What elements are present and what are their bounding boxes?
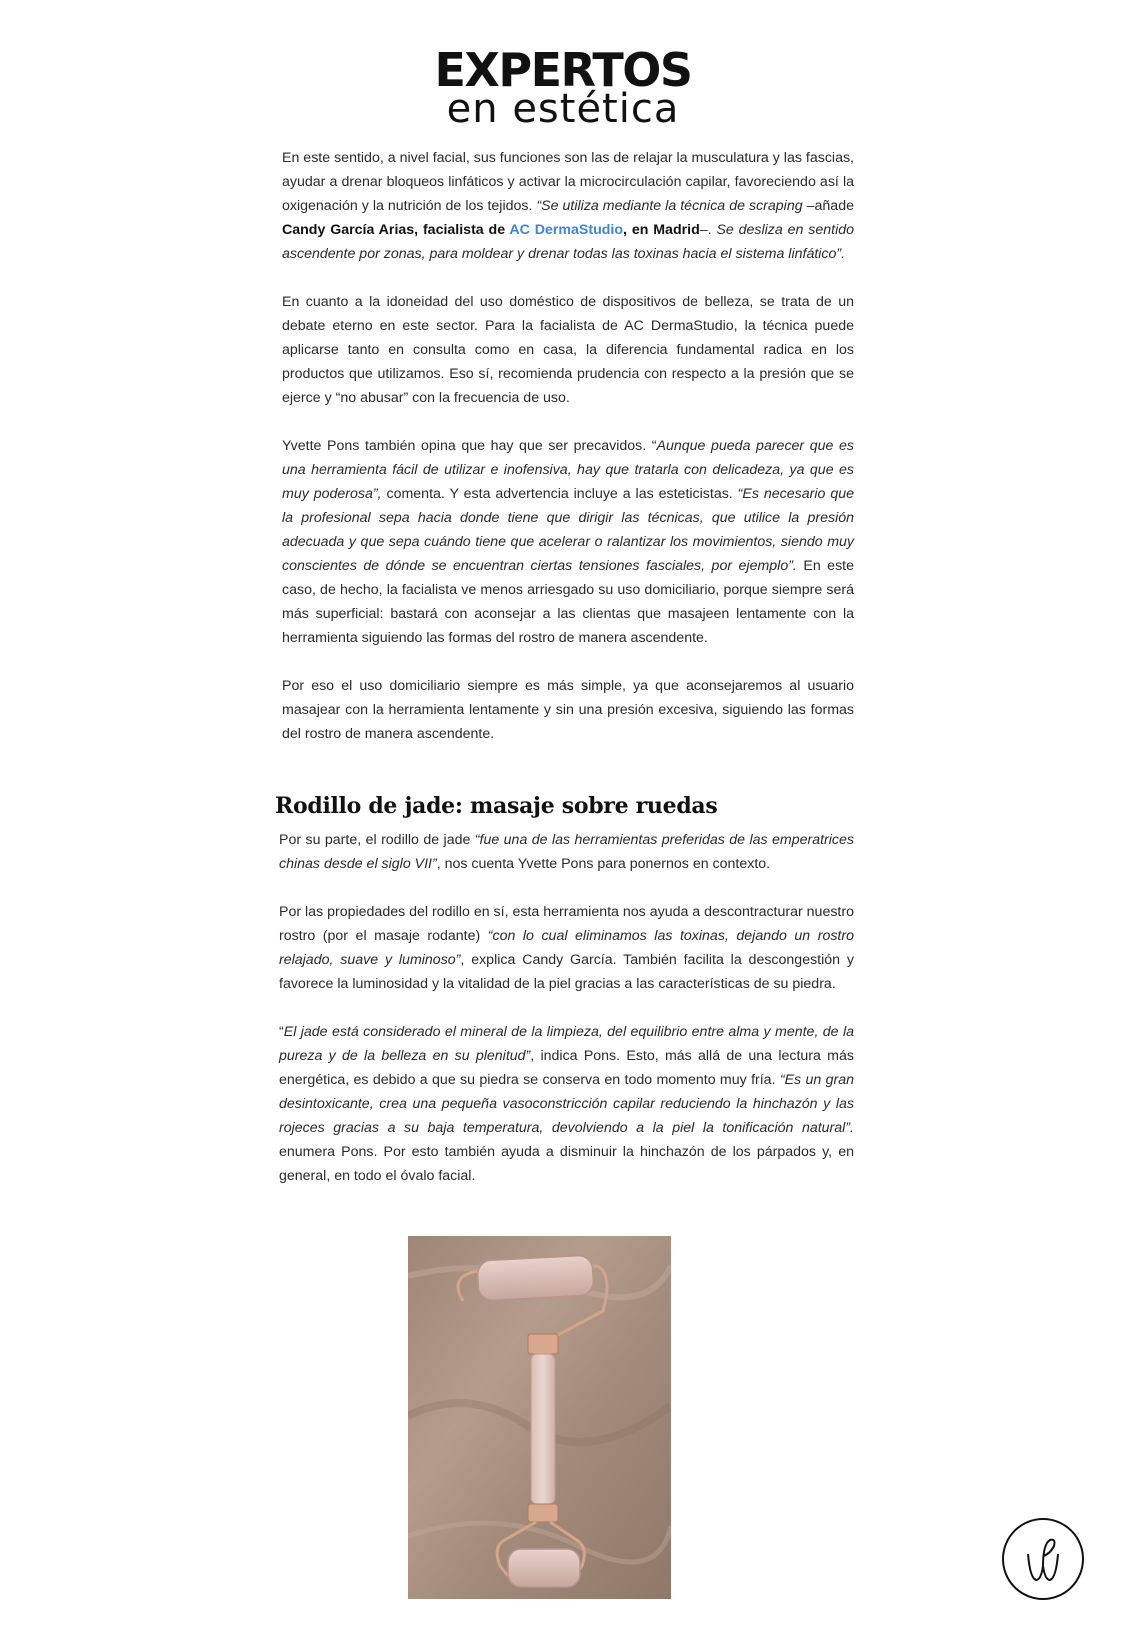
logo-subtitle: en estética: [446, 86, 680, 132]
paragraph-text: Yvette Pons también opina que hay que ser precavidos. “: [282, 438, 657, 454]
paragraph-7: [279, 1020, 854, 1188]
paragraph-text: , explica Candy García. También facilita la descongestión y favorece la luminosidad y la vitalidad de la piel gracias a las características de su piedra.: [279, 952, 854, 992]
paragraph-text: –.: [699, 222, 717, 238]
magazine-logo: [0, 43, 1126, 132]
quote: “con lo cual eliminamos las toxinas, dejando un rostro relajado, suave y luminoso”: [279, 928, 854, 968]
author-credit: Candy García Arias, facialista de: [282, 222, 510, 238]
quote: “Se utiliza mediante la técnica de scraping: [536, 198, 803, 214]
quote: “Es necesario que la profesional sepa hacia donde tiene que dirigir las técnicas, que utilice la presión adecuada y que sepa cuándo tiene que acelerar o ralantizar los movimientos, siendo muy conscientes de dónde se encuentran ciertas tensiones fasciales, por ejemplo”.: [282, 486, 854, 574]
paragraph-text: Por su parte, el rodillo de jade: [279, 832, 475, 848]
paragraph-text: Por las propiedades del rodillo en sí, esta herramienta nos ayuda a descontracturar nuestro rostro (por el masaje rodante): [279, 904, 854, 944]
paragraph-text: , nos cuenta Yvette Pons para ponernos en contexto.: [436, 856, 771, 872]
w-monogram-icon: [1002, 1518, 1084, 1600]
quote: Aunque pueda parecer que es una herramienta fácil de utilizar e inofensiva, hay que tratarla con delicadeza, ya que es muy poderosa”,: [282, 438, 854, 502]
paragraph-4: Por eso el uso domiciliario siempre es más simple, ya que aconsejaremos al usuario masajear con la herramienta lentamente y sin una presión excesiva, siguiendo las formas del rostro de manera ascendente.: [282, 678, 854, 742]
jade-roller-photo: [408, 1236, 671, 1599]
paragraph-text: En este sentido, a nivel facial, sus funciones son las de relajar la musculatura y las fascias, ayudar a drenar bloqueos linfáticos y activar la microcirculación capilar, favoreciendo así la oxigenación y la nutrición de los tejidos.: [282, 150, 854, 214]
paragraph-2: En cuanto a la idoneidad del uso doméstico de dispositivos de belleza, se trata de un debate eterno en este sector. Para la facialista de AC DermaStudio, la técnica puede aplicarse tanto en consulta como en casa, la diferencia fundamental radica en los productos que utilizamos. Eso sí, recomienda prudencia con respecto a la presión que se ejerce y “no abusar” con la frecuencia de uso.: [282, 294, 854, 406]
logo-title: EXPERTOS: [434, 43, 692, 97]
section-heading: Rodillo de jade: masaje sobre ruedas: [275, 793, 718, 819]
quote: “fue una de las herramientas preferidas de las emperatrices chinas desde el siglo VII”: [279, 832, 855, 872]
paragraph-text: “: [279, 1024, 284, 1040]
quote: “Es un gran desintoxicante, crea una pequeña vasoconstricción capilar reduciendo la hinchazón y las rojeces gracias a su baja temperatura, devolviendo a la piel la tonificación natural”.: [279, 1072, 854, 1136]
quote: El jade está considerado el mineral de la limpieza, del equilibrio entre alma y mente, de la pureza y de la belleza en su plenitud”: [279, 1024, 854, 1064]
paragraph-text: En este caso, de hecho, la facialista ve menos arriesgado su uso domiciliario, porque siempre será más superficial: bastará con aconsejar a las clientas que masajeen lentamente con la herramienta siguiendo las formas del rostro de manera ascendente.: [282, 558, 855, 646]
paragraph-text: comenta. Y esta advertencia incluye a las esteticistas.: [381, 486, 738, 502]
quote: Se desliza en sentido ascendente por zonas, para moldear y drenar todas las toxinas hacia el sistema linfático”.: [282, 222, 855, 262]
paragraph-5: [279, 828, 854, 876]
paragraph-text: , indica Pons. Esto, más allá de una lectura más energética, es debido a que su piedra se conserva en todo momento muy fría.: [279, 1048, 854, 1088]
paragraph-6: [279, 900, 854, 996]
ac-dermastudio-link[interactable]: AC DermaStudio: [509, 222, 624, 238]
author-credit-end: , en Madrid: [623, 222, 700, 238]
paragraph-text: enumera Pons. Por esto también ayuda a disminuir la hinchazón de los párpados y, en general, en todo el óvalo facial.: [279, 1144, 854, 1184]
paragraph-1: [282, 146, 854, 266]
article-body: [275, 146, 855, 1188]
paragraph-3: [282, 434, 854, 650]
section-jade-roller: [275, 790, 855, 1188]
paragraph-text: –añade: [802, 198, 854, 214]
